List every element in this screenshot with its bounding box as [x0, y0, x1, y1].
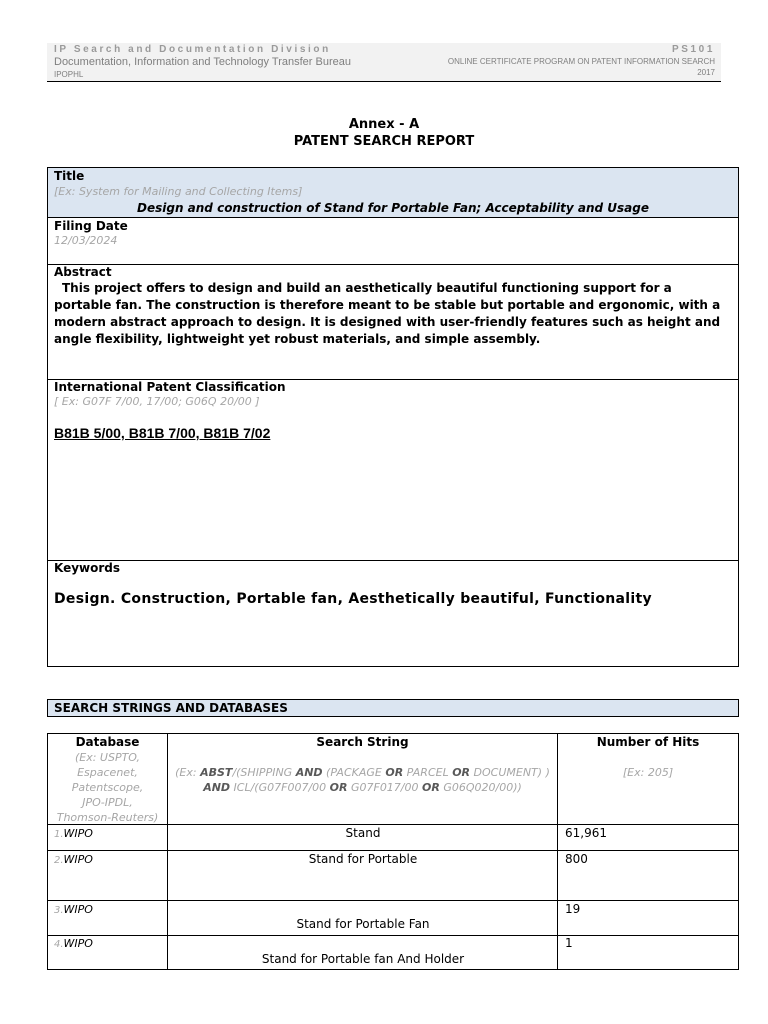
- bureau-name: Documentation, Information and Technology Transfer Bureau: [54, 56, 351, 68]
- title-example: [Ex: System for Mailing and Collecting Items]: [54, 185, 303, 198]
- example-text: (Ex:: [175, 766, 201, 779]
- page-header: [47, 43, 721, 82]
- database-name: WIPO: [63, 937, 93, 950]
- database-example-line: (Ex: USPTO,: [74, 751, 141, 764]
- search-string-example-line1: [168, 765, 557, 780]
- row-2-hits: 800: [565, 852, 588, 866]
- example-text: DOCUMENT) ): [470, 766, 550, 779]
- search-section-header: [47, 699, 739, 717]
- row-divider: [48, 900, 738, 901]
- keywords-label: Keywords: [54, 561, 121, 575]
- annex-label: Annex - A: [348, 117, 420, 132]
- header-right: [448, 44, 715, 78]
- row-3-search-string: Stand for Portable Fan: [296, 917, 430, 931]
- database-example-line: JPO-IPDL,: [82, 796, 133, 809]
- keywords-value: Design. Construction, Portable fan, Aesthetically beautiful, Functionality: [54, 591, 652, 607]
- row-number: 2.: [54, 855, 64, 866]
- row-1-database: [54, 827, 93, 842]
- example-text: G06Q020/00)): [439, 781, 522, 794]
- program-name: ONLINE CERTIFICATE PROGRAM ON PATENT INFORMATION SEARCH: [447, 57, 715, 66]
- row-2-search-string: Stand for Portable: [308, 852, 418, 866]
- patent-form: [47, 167, 739, 667]
- search-string-example: [168, 765, 557, 795]
- course-code: PS101: [671, 44, 715, 55]
- program-year: 2017: [697, 68, 715, 77]
- database-example: [48, 750, 167, 825]
- database-name: WIPO: [63, 827, 93, 840]
- row-1-search-string: Stand: [345, 826, 381, 840]
- title-row: [48, 168, 738, 218]
- ipc-value: B81B 5/00, B81B 7/00, B81B 7/02: [54, 425, 271, 441]
- row-number: 1.: [54, 829, 64, 840]
- header-left: [54, 44, 351, 81]
- search-table: [47, 733, 739, 970]
- example-operator: OR: [329, 781, 348, 794]
- abstract-label: Abstract: [54, 265, 112, 279]
- ipc-example: [ Ex: G07F 7/00, 17/00; G06Q 20/00 ]: [54, 395, 260, 408]
- abstract-text: This project offers to design and build an aesthetically beautiful functioning support for a portable fan. The construction is therefore meant to be stable but portable and ergonomic, with a modern abstract approach to design. It is designed with user-friendly features such as height and angle flexibility, lightweight yet robust materials, and simple assembly.: [54, 281, 721, 346]
- keywords-row: [48, 561, 738, 666]
- example-text: G07F017/00: [347, 781, 423, 794]
- example-operator: AND: [295, 766, 323, 779]
- filing-date-label: Filing Date: [54, 219, 128, 233]
- abstract-row: [48, 265, 738, 380]
- database-name: WIPO: [63, 903, 93, 916]
- row-4-search-string: Stand for Portable fan And Holder: [261, 952, 465, 966]
- filing-date-value: 12/03/2024: [54, 234, 118, 247]
- search-string-example-line2: [168, 780, 557, 795]
- hits-example: [Ex: 205]: [622, 766, 674, 779]
- database-example-line: Espacenet,: [77, 766, 138, 779]
- office-name: IPOPHL: [54, 70, 84, 79]
- title-value: Design and construction of Stand for Portable Fan; Acceptability and Usage: [137, 201, 649, 215]
- filing-date-row: [48, 218, 738, 265]
- row-3-hits: 19: [565, 902, 581, 916]
- example-operator: OR: [385, 766, 404, 779]
- row-number: 3.: [54, 905, 64, 916]
- row-3-database: [54, 903, 93, 918]
- example-text: (PACKAGE: [322, 766, 386, 779]
- row-2-database: [54, 853, 93, 868]
- database-example-line: Patentscope,: [71, 781, 144, 794]
- example-field: ABST: [200, 766, 233, 779]
- ipc-label: International Patent Classification: [54, 380, 286, 394]
- row-divider: [48, 850, 738, 851]
- row-1-hits: 61,961: [565, 826, 607, 840]
- search-section-title: SEARCH STRINGS AND DATABASES: [54, 701, 288, 715]
- division-name: IP Search and Documentation Division: [54, 44, 331, 55]
- example-text: /(SHIPPING: [232, 766, 296, 779]
- hits-header: Number of Hits: [596, 735, 700, 749]
- example-operator: OR: [452, 766, 471, 779]
- title-label: Title: [54, 169, 85, 183]
- example-text: PARCEL: [403, 766, 453, 779]
- row-divider: [48, 935, 738, 936]
- example-text: ICL/(G07F007/00: [230, 781, 330, 794]
- report-title: PATENT SEARCH REPORT: [293, 134, 475, 149]
- database-header: Database: [75, 735, 140, 749]
- database-name: WIPO: [63, 853, 93, 866]
- row-4-hits: 1: [565, 936, 573, 950]
- row-number: 4.: [54, 939, 64, 950]
- example-operator: OR: [422, 781, 440, 794]
- example-operator: AND: [203, 781, 231, 794]
- database-example-line: Thomson-Reuters): [56, 811, 159, 824]
- row-4-database: [54, 937, 93, 952]
- search-string-header: Search String: [316, 735, 409, 749]
- ipc-row: [48, 380, 738, 561]
